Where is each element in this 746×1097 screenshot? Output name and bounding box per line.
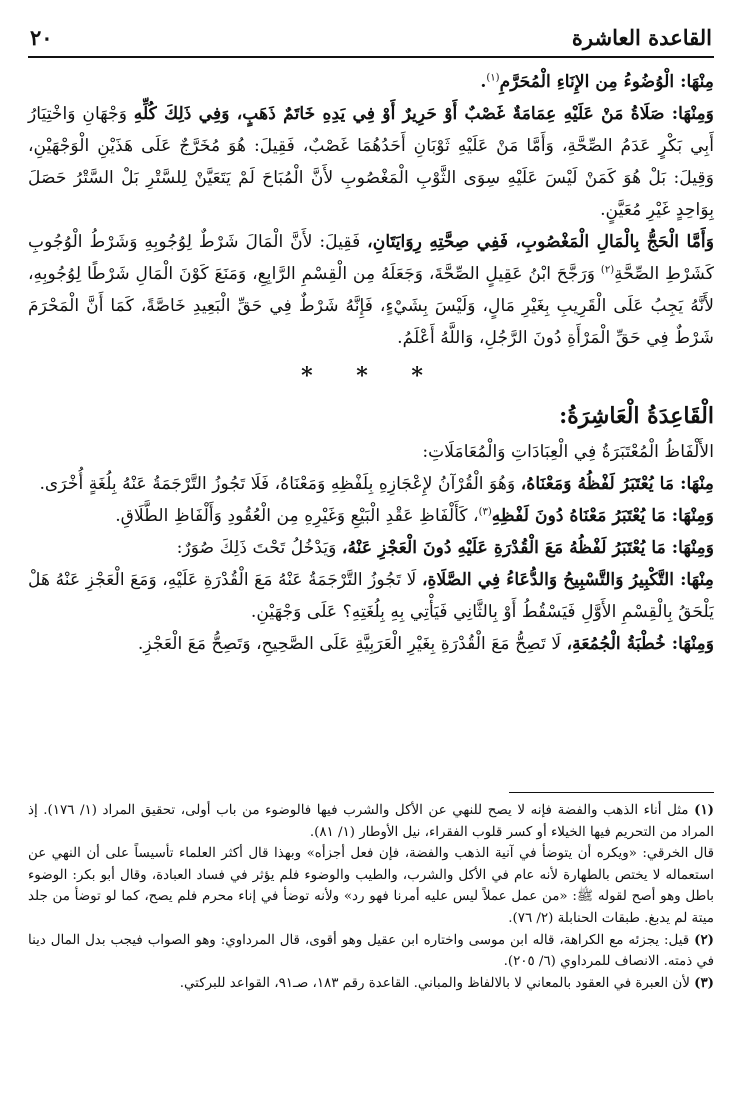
footnote-divider [509,792,714,793]
footnote-text: قال الخرقي: «ويكره أن يتوضأ في آنية الذهب والفضة، فإن فعل أجزأه» وبهذا قال أكثر العلماء تأسيساً على أن النهي عن استعماله لا يختص بالطهارة لأنه عام في الأكل والشرب، والطيب والوضوء فلم يؤثر في فساد العبادة، وقال أبو بكر: الوضوء باطل وهو أصح لقوله ﷺ: «من عمل عملاً ليس عليه أمرنا فهو رد» ولأنه توضأ في إناء محرم فلم يصح، كما لو توضأ من جلد ميتة لم يدبغ. طبقات الحنابلة (٢/ ٧٦). [28,846,714,926]
paragraph-text: وَجْهَانِ وَاخْتِيَارُ أَبِي بَكْرٍ عَدَمُ الصِّحَّةِ، وَأَمَّا مَنْ عَلَيْهِ ثَوْبَانِ أَحَدُهُمَا غَصْبٌ، فَقِيلَ: هُوَ مُخَرَّجٌ عَلَى هَذَيْنِ الْوَجْهَيْنِ، وَقِيلَ: بَلْ هُوَ كَمَنْ لَيْسَ عَلَيْهِ سِوَى الثَّوْبِ الْمَغْصُوبِ لأَنَّ الْمُبَاحَ لَمْ يَتَعَيَّنْ لِلسَّتْرِ بَلْ السَّتْرُ حَصَلَ بِوَاحِدٍ غَيْرِ مُعَيَّنٍ. [28,104,714,220]
section-intro: الأَلْفَاظُ الْمُعْتَبَرَةُ فِي الْعِبَادَاتِ وَالْمُعَامَلَاتِ: [422,442,714,462]
footnote-text: قيل: يجزئه مع الكراهة، قاله ابن موسى واختاره ابن عقيل وهو أقوى، قال المرداوي: وهو الصواب فيجب بدل المال دينا في ذمته. الانصاف للمرداوي (٦/ ٢٠٥). [28,932,714,970]
footnote-text: لأن العبرة في العقود بالمعاني لا بالالفاظ والمباني. القاعدة رقم ١٨٣، صـ٩١، القواعد للبركتي. [179,975,690,991]
paragraph [28,226,714,354]
paragraph-text: الْوُضُوءُ مِن الإِنَاءِ الْمُحَرَّمِ [499,72,681,92]
paragraph-lead: وَأَمَّا الْحَجُّ بِالْمَالِ الْمَغْصُوبِ، فَفِي صِحَّتِهِ رِوَايَتَانِ، [367,232,714,252]
section-heading: الْقَاعِدَةُ الْعَاشِرَةُ: [559,403,714,429]
running-header [28,0,714,58]
paragraph-lead: مِنْهَا: التَّكْبِيرُ وَالتَّسْبِيحُ وَالدُّعَاءُ فِي الصَّلَاةِ، [421,570,714,590]
main-text [28,66,714,660]
footnote-ref: (٣) [478,506,492,518]
paragraph [28,532,714,564]
paragraph [28,98,714,226]
paragraph-text: وَيَدْخُلُ تَحْتَ ذَلِكَ صُوَرٌ: [176,538,342,558]
footnote [28,930,714,973]
paragraph-lead: وَمِنْهَا: مَا يُعْتَبَرُ مَعْنَاهُ دُونَ لَفْظِهِ [491,506,714,526]
paragraph-lead: مِنْهَا: مَا يُعْتَبَرُ لَفْظُهُ وَمَعْنَاهُ، [520,474,714,494]
paragraph-text: لَا تَصِحُّ مَعَ الْقُدْرَةِ بِغَيْرِ الْعَرَبِيَّةِ عَلَى الصَّحِيحِ، وَتَصِحُّ مَعَ الْعَجْزِ. [137,634,567,654]
footnote-ref: (٢) [600,264,615,276]
footnote-number: (١) [694,802,714,818]
paragraph [28,468,714,500]
paragraph-lead: مِنْهَا: [680,72,714,92]
footnote-number: (٣) [694,974,714,991]
paragraph [28,564,714,628]
footnote [28,973,714,995]
page-number: ٢٠ [30,25,53,50]
paragraph-text: ، كَأَلْفَاظِ عَقْدِ الْبَيْعِ وَغَيْرِهِ مِن الْعُقُودِ وَأَلْفَاظِ الطَّلَاقِ. [115,506,479,526]
paragraph-lead: وَمِنْهَا: مَا يُعْتَبَرُ لَفْظُهُ مَعَ الْقُدْرَةِ عَلَيْهِ دُونَ الْعَجْزِ عَنْهُ، [341,538,714,558]
paragraph [28,500,714,532]
paragraph-text: لَا تَجُوزُ التَّرْجَمَةُ عَنْهُ مَعَ الْقُدْرَةِ عَلَيْهِ، وَمَعَ الْعَجْزِ عَنْهُ هَلْ يَلْحَقُ بِالْقِسْمِ الأَوَّلِ فَيَسْقُطُ أَوْ بِالثَّانِي فَيَأْتِي بِهِ بِلُغَتِهِ؟ عَلَى وَجْهَيْنِ. [28,570,714,622]
footnote [28,800,714,843]
paragraph-text: فَقِيلَ: لأَنَّ الْمَالَ شَرْطٌ لِوُجُوبِهِ وَشَرْطُ الْوُجُوبِ كَشَرْطِ الصِّحَّةِ [28,232,714,284]
paragraph-end: . [480,72,487,92]
paragraph-lead: وَمِنْهَا: صَلَاةُ مَنْ عَلَيْهِ عِمَامَةٌ غَصْبٌ أَوْ حَرِيرٌ أَوْ فِي يَدِهِ خَاتَمٌ ذَهَبٍ، وَفِي ذَلِكَ كُلِّهِ [133,104,714,124]
section-separator: * * * [301,363,441,389]
footnote [28,843,714,929]
paragraph-text-continued: وَرَجَّحَ ابْنُ عَقِيلٍ الصِّحَّةَ، وَجَعَلَهُ مِن الْقِسْمِ الرَّابِعِ، وَمَنَعَ كَوْنَ الْمَالِ شَرْطًا لِوُجُوبِهِ، لأَنَّهُ يَجِبُ عَلَى الْقَرِيبِ بِغَيْرِ مَالٍ، وَلَيْسَ بِشَيْءٍ، فَإِنَّهُ شَرْطٌ فِي حَقِّ الْبَعِيدِ خَاصَّةً، كَمَا أَنَّ الْمَحْرَمَ شَرْطٌ فِي حَقِّ الْمَرْأَةِ دُونَ الرَّجُلِ، وَاللَّهُ أَعْلَمُ. [28,264,714,348]
paragraph [28,628,714,660]
paragraph-text: وَهُوَ الْقُرْآنُ لإِعْجَازِهِ بِلَفْظِهِ وَمَعْنَاهُ، فَلَا تَجُوزُ التَّرْجَمَةُ عَنْهُ بِلُغَةٍ أُخْرَى. [39,474,521,494]
header-title: القاعدة العاشرة [571,25,712,50]
footnotes [28,800,714,994]
footnote-number: (٢) [694,931,715,948]
paragraph-lead: وَمِنْهَا: خُطْبَةُ الْجُمُعَةِ، [566,634,714,654]
footnote-text: مثل أناء الذهب والفضة فإنه لا يصح للنهي عن الأكل والشرب فيها فالوضوء من باب أولى، تحقيق المراد (١/ ١٧٦). إذ المراد من التحريم فيها الخيلاء أو كسر قلوب الفقراء، نيل الأوطار (١/ ٨١). [28,803,714,840]
paragraph [28,66,714,98]
footnote-ref: (١) [486,72,500,84]
